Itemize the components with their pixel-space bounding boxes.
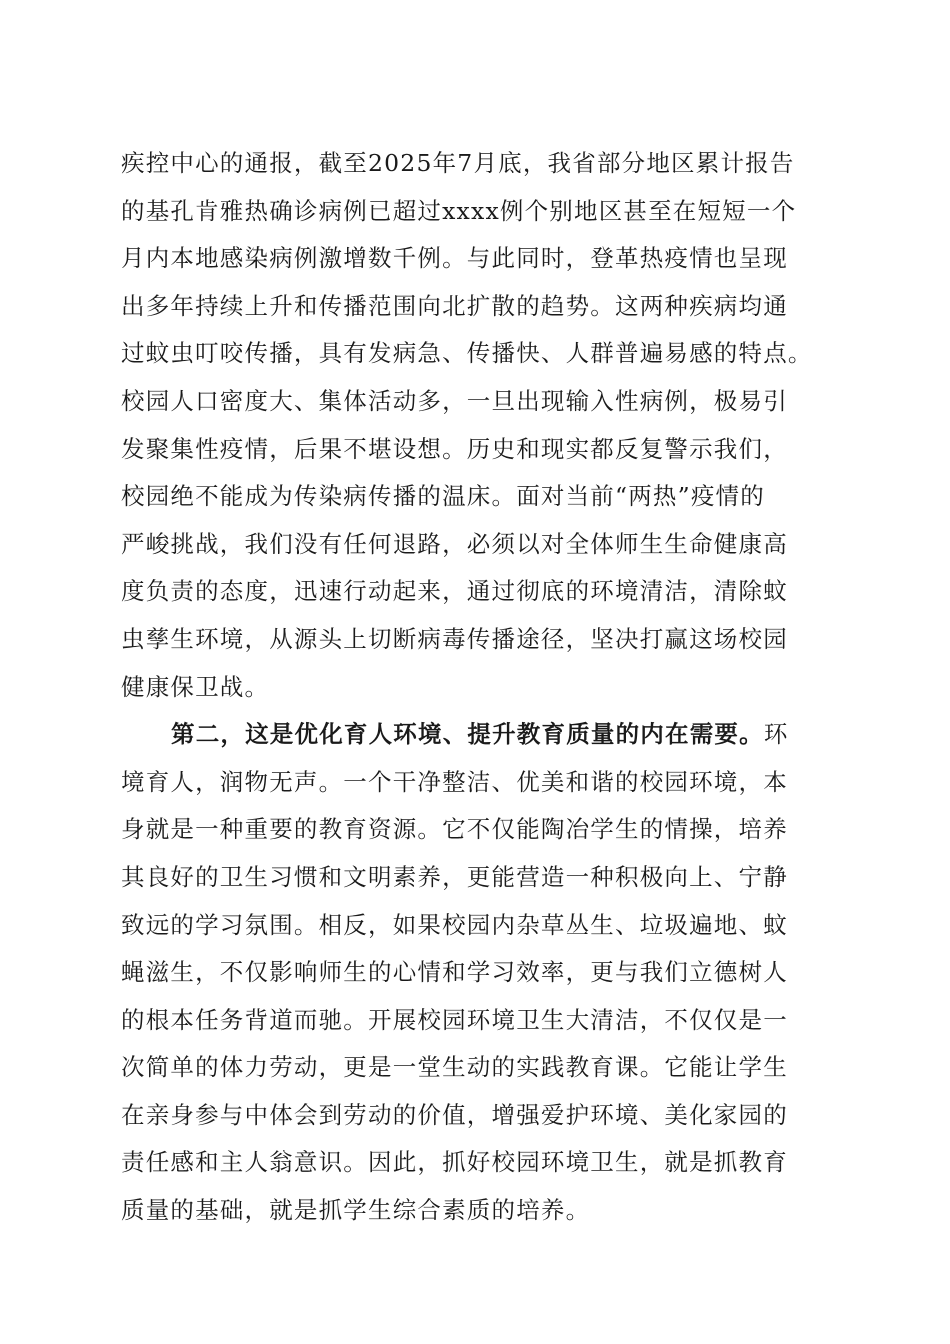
- paragraph-1: [121, 140, 833, 711]
- paragraph-2: [121, 711, 833, 1235]
- text-line: 疾控中心的通报，截至2025年7月底，我省部分地区累计报告: [121, 149, 795, 177]
- text-line: 虫孳生环境，从源头上切断病毒传播途径，坚决打赢这场校园: [121, 624, 788, 653]
- text-line: 发聚集性疫情，后果不堪设想。历史和现实都反复警示我们，: [121, 434, 788, 463]
- text-line: 次简单的体力劳动，更是一堂生动的实践教育课。它能让学生: [121, 1053, 788, 1082]
- text-line: 校园绝不能成为传染病传播的温床。面对当前“两热”疫情的: [121, 482, 765, 511]
- text-line: 致远的学习氛围。相反，如果校园内杂草丛生、垃圾遍地、蚊: [121, 910, 788, 939]
- text-line: 度负责的态度，迅速行动起来，通过彻底的环境清洁，清除蚊: [121, 577, 788, 606]
- text-line: 月内本地感染病例激增数千例。与此同时，登革热疫情也呈现: [121, 244, 788, 273]
- text-line: 责任感和主人翁意识。因此，抓好校园环境卫生，就是抓教育: [121, 1148, 788, 1177]
- text-fragment: 环: [763, 720, 789, 749]
- text-line: 身就是一种重要的教育资源。它不仅能陶冶学生的情操，培养: [121, 815, 788, 844]
- paragraph-2-first-line: [121, 711, 833, 759]
- text-line: 过蚊虫叮咬传播，具有发病急、传播快、人群普遍易感的特点。: [121, 339, 813, 368]
- text-line: 蝇滋生，不仅影响师生的心情和学习效率，更与我们立德树人: [121, 958, 788, 987]
- text-line: 其良好的卫生习惯和文明素养，更能营造一种积极向上、宁静: [121, 862, 788, 891]
- text-line: 的根本任务背道而驰。开展校园环境卫生大清洁，不仅仅是一: [121, 1005, 788, 1034]
- section-heading-inline: 第二，这是优化育人环境、提升教育质量的内在需要。: [171, 720, 764, 749]
- text-line: 境育人，润物无声。一个干净整洁、优美和谐的校园环境，本: [121, 767, 788, 796]
- text-line: 严峻挑战，我们没有任何退路，必须以对全体师生生命健康高: [121, 529, 788, 558]
- text-line: 出多年持续上升和传播范围向北扩散的趋势。这两种疾病均通: [121, 291, 788, 320]
- text-line: 质量的基础，就是抓学生综合素质的培养。: [121, 1196, 591, 1225]
- text-line: 校园人口密度大、集体活动多，一旦出现输入性病例，极易引: [121, 386, 788, 415]
- text-line: 健康保卫战。: [121, 672, 270, 701]
- text-line: 的基孔肯雅热确诊病例已超过xxxx例个别地区甚至在短短一个: [121, 196, 797, 225]
- document-body: [121, 140, 833, 1235]
- text-line: 在亲身参与中体会到劳动的价值，增强爱护环境、美化家园的: [121, 1100, 788, 1129]
